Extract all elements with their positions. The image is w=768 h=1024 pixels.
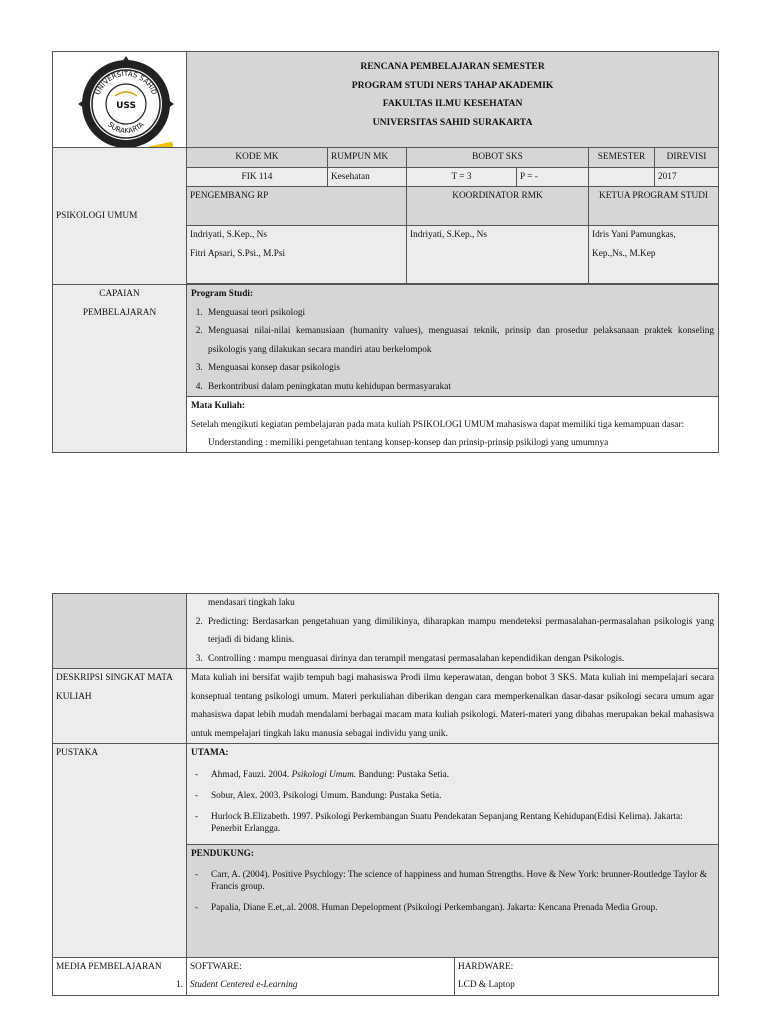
software-cell bbox=[187, 957, 455, 995]
capaian-label-cell bbox=[53, 285, 187, 453]
pendukung-list bbox=[191, 869, 714, 914]
mata-kuliah-list bbox=[191, 434, 714, 452]
rumpun-mk-value: Kesehatan bbox=[328, 167, 407, 187]
reference-item: - Hurlock B.Elizabeth. 1997. Psikologi Perkembangan Suatu Pendekatan Sepanjang Rentang Kehidupan(Edisi Kelima). Jakarta: Penerbit Erlangga. bbox=[195, 811, 714, 835]
pengembang-name: Indriyati, S.Kep., Ns bbox=[190, 230, 267, 240]
capaian-content bbox=[187, 285, 719, 453]
media-number: 1. bbox=[176, 980, 183, 990]
software-item: Student Centered e-Learning bbox=[190, 980, 298, 990]
capaian-label: CAPAIAN PEMBELAJARAN bbox=[82, 289, 157, 318]
pengembang-rp-label: PENGEMBANG RP bbox=[187, 187, 407, 226]
deskripsi-text: Mata kuliah ini bersifat wajib tempuh bagi mahasiswa Prodi ilmu keperawatan, dengan bobot 3 SKS. Mata kuliah ini mempelajari secara konseptual tentang psikologi umum. Materi perkuliahan diberikan dengan cara memperkenalkan dasar-dasar psikologi secara umum agar mahasiswa dapat lebih mudah mendalami berbagai macam mata kuliah psikologi. Materi-materi yang dibahas merupakan bekal mahasiswa untuk mempelajari tingkah laku manusia sebagai individu yang unik. bbox=[187, 669, 719, 744]
software-title: SOFTWARE: bbox=[190, 961, 242, 972]
list-item: 2. Predicting: Berdasarkan pengetahuan yang dimilikinya, diharapkan mampu mendeteksi permasalahan-permasalahan psikologis yang terjadi di bidang klinis. bbox=[205, 613, 714, 650]
col-direvisi: DIREVISI bbox=[655, 148, 719, 168]
col-semester: SEMESTER bbox=[589, 148, 655, 168]
rps-detail-table bbox=[52, 593, 719, 996]
list-item-continued: mendasari tingkah laku bbox=[208, 598, 295, 608]
list-item: 3. Menguasai konsep dasar psikologis bbox=[205, 359, 714, 378]
svg-text:USS: USS bbox=[116, 101, 136, 111]
rps-header-table bbox=[52, 51, 719, 453]
col-kode-mk: KODE MK bbox=[187, 148, 328, 168]
program-studi-list bbox=[191, 304, 714, 397]
pengembang-rp-names bbox=[187, 226, 407, 284]
list-item: 4. Berkontribusi dalam peningkatan mutu kehidupan bermasyarakat bbox=[205, 378, 714, 397]
ketua-prodi-label: KETUA PROGRAM STUDI bbox=[589, 187, 719, 226]
mata-kuliah-block bbox=[187, 396, 718, 452]
ketua-prodi-name: Idris Yani Pamungkas, Kep.,Ns., M.Kep bbox=[589, 226, 719, 284]
list-item: 1. Understanding : memiliki pengetahuan tentang konsep-konsep dan prinsip-prinsip psikilogi yang umumnya bbox=[205, 434, 714, 452]
reference-item: - Carr, A. (2004). Positive Psychlogy: The science of happiness and human Strengths. Hove & New York: brunner-Routledge Taylor & Francis group. bbox=[195, 869, 714, 893]
capaian-continued bbox=[187, 594, 719, 669]
reference-item: - Ahmad, Fauzi. 2004. Psikologi Umum. Bandung: Pustaka Setia. bbox=[195, 769, 714, 781]
course-name: PSIKOLOGI UMUM bbox=[56, 210, 138, 221]
mata-kuliah-intro: Setelah mengikuti kegiatan pembelajaran pada mata kuliah PSIKOLOGI UMUM mahasiswa dapat memiliki tiga kemampuan dasar: bbox=[191, 419, 685, 430]
hardware-item: LCD & Laptop bbox=[458, 980, 515, 990]
program-studi-block bbox=[187, 285, 718, 396]
course-name-cell bbox=[53, 148, 187, 285]
reference-item: - Sobur, Alex. 2003. Psikologi Umum. Bandung: Pustaka Setia. bbox=[195, 790, 714, 802]
semester-value bbox=[589, 167, 655, 187]
svg-text:UNIVERSITAS SAHID: UNIVERSITAS SAHID bbox=[93, 69, 159, 97]
media-label: MEDIA PEMBELAJARAN bbox=[56, 961, 162, 972]
university-seal-logo bbox=[65, 52, 187, 148]
pustaka-utama bbox=[187, 744, 719, 845]
hardware-title: HARDWARE: bbox=[458, 961, 514, 972]
koordinator-rmk-name: Indriyati, S.Kep., Ns bbox=[407, 226, 589, 284]
koordinator-rmk-label: KOORDINATOR RMK bbox=[407, 187, 589, 226]
program-studi-title: Program Studi: bbox=[191, 289, 254, 299]
list-item: 2. Menguasai nilai-nilai kemanusiaan (humanity values), menguasai teknik, prinsip dan prosedur pelaksanaan praktek konseling psikologis yang dilakukan secara mandiri atau berkelompok bbox=[205, 322, 714, 359]
capaian-continued-label bbox=[53, 594, 187, 669]
col-bobot-sks: BOBOT SKS bbox=[407, 148, 589, 168]
deskripsi-label: DESKRIPSI SINGKAT MATA KULIAH bbox=[53, 669, 187, 744]
document-title: RENCANA PEMBELAJARAN SEMESTER PROGRAM STUDI NERS TAHAP AKADEMIK FAKULTAS ILMU KESEHATAN UNIVERSITAS SAHID SURAKARTA bbox=[187, 52, 719, 148]
kode-mk-value: FIK 114 bbox=[187, 167, 328, 187]
hardware-cell bbox=[455, 957, 719, 995]
direvisi-value: 2017 bbox=[655, 167, 719, 187]
logo-cell bbox=[53, 52, 187, 148]
col-rumpun-mk: RUMPUN MK bbox=[328, 148, 407, 168]
media-label-cell bbox=[53, 957, 187, 995]
sks-teori-value: T = 3 bbox=[407, 167, 517, 187]
pustaka-label: PUSTAKA bbox=[53, 744, 187, 958]
mata-kuliah-list-continued bbox=[191, 613, 714, 669]
pengembang-name: Fitri Apsari, S.Psi., M.Psi bbox=[190, 248, 286, 259]
utama-title: UTAMA: bbox=[191, 748, 229, 758]
list-item: 1. Menguasai teori psikologi bbox=[205, 304, 714, 323]
utama-list bbox=[191, 769, 714, 835]
pendukung-title: PENDUKUNG: bbox=[191, 848, 255, 859]
list-item: 3. Controlling : mampu menguasai dirinya dan terampil mengatasi permasalahan kependidikan dengan Psikologis. bbox=[205, 650, 714, 669]
svg-text:SURAKARTA: SURAKARTA bbox=[106, 120, 146, 136]
mata-kuliah-title: Mata Kuliah: bbox=[191, 401, 245, 411]
sks-praktik-value: P = - bbox=[517, 167, 589, 187]
reference-item: - Papalia, Diane E.et,.al. 2008. Human Depelopment (Psikologi Perkembangan). Jakarta: Kencana Prenada Media Group. bbox=[195, 902, 714, 914]
pustaka-pendukung bbox=[187, 844, 719, 957]
